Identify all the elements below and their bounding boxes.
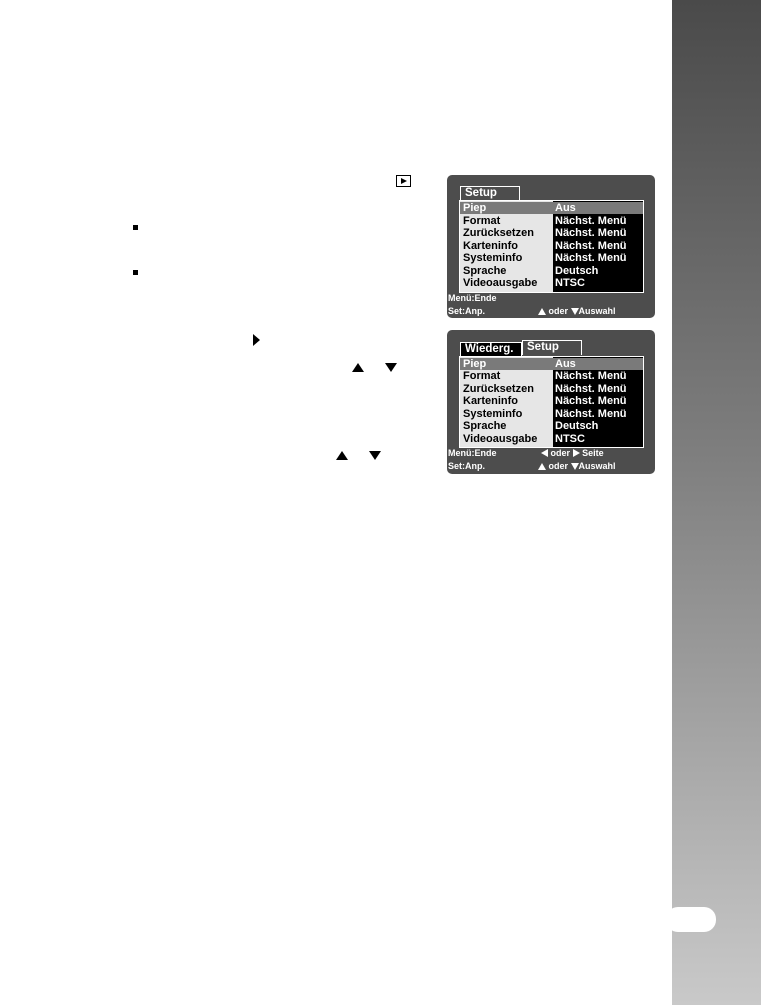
setup-menu-screen (447, 175, 655, 318)
row-value: Deutsch (555, 264, 599, 277)
menu-row (460, 202, 643, 214)
footer-page-hint (541, 448, 604, 459)
menu-row (460, 358, 643, 370)
row-label: Karteninfo (463, 395, 518, 407)
row-label: Piep (463, 202, 487, 214)
row-value: Aus (555, 357, 576, 370)
row-label: Sprache (463, 420, 507, 432)
footer-seite: Seite (582, 448, 604, 458)
footer-menu-hint: Menü:Ende (448, 448, 497, 458)
row-value: Nächst. Menü (555, 252, 627, 264)
bullet-icon (133, 270, 138, 275)
settings-panel (459, 200, 644, 293)
row-value: Nächst. Menü (555, 214, 627, 227)
right-arrow-icon (253, 334, 260, 346)
row-label: Format (463, 370, 501, 382)
menu-row (460, 408, 643, 420)
footer-menu-hint: Menü:Ende (448, 293, 497, 303)
row-label: Systeminfo (463, 252, 523, 264)
menu-row (460, 395, 643, 407)
tab-setup: Setup (522, 340, 582, 355)
row-label: Karteninfo (463, 239, 518, 252)
menu-row (460, 227, 643, 239)
menu-row (460, 277, 643, 289)
footer-set-hint: Set:Anp. (448, 306, 485, 316)
right-arrow-icon (573, 449, 580, 457)
row-value: Nächst. Menü (555, 395, 627, 407)
row-label: Systeminfo (463, 407, 523, 420)
row-value: Nächst. Menü (555, 382, 627, 395)
row-label: Videoausgabe (463, 277, 538, 289)
row-value: NTSC (555, 432, 585, 445)
row-label: Zurücksetzen (463, 382, 534, 395)
row-value: Nächst. Menü (555, 239, 627, 252)
row-label: Sprache (463, 264, 507, 277)
page-number-tab (666, 907, 716, 932)
up-arrow-icon (336, 451, 348, 460)
footer-auswahl: Auswahl (578, 461, 616, 471)
settings-panel (459, 356, 644, 448)
down-arrow-icon (369, 451, 381, 460)
tab-setup: Setup (460, 186, 520, 201)
menu-row (460, 420, 643, 432)
up-arrow-icon (352, 363, 364, 372)
footer-oder: oder (550, 448, 571, 458)
play-mode-icon (396, 175, 411, 187)
footer-set-hint: Set:Anp. (448, 461, 485, 471)
tab-wiederg: Wiederg. (460, 342, 522, 357)
footer-oder: oder (548, 461, 569, 471)
row-label: Format (463, 214, 501, 227)
row-label: Piep (463, 357, 487, 370)
side-band (672, 0, 761, 1005)
up-arrow-icon (538, 308, 546, 315)
footer-auswahl: Auswahl (578, 306, 616, 316)
row-label: Videoausgabe (463, 432, 538, 445)
down-arrow-icon (385, 363, 397, 372)
menu-row (460, 215, 643, 227)
bullet-icon (133, 225, 138, 230)
footer-select-hint (538, 461, 616, 472)
up-arrow-icon (538, 463, 546, 470)
down-arrow-icon (571, 463, 579, 470)
menu-row (460, 240, 643, 252)
footer-select-hint (538, 306, 616, 317)
row-value: Nächst. Menü (555, 227, 627, 239)
footer-oder: oder (548, 306, 569, 316)
row-value: Nächst. Menü (555, 407, 627, 420)
menu-row (460, 265, 643, 277)
down-arrow-icon (571, 308, 579, 315)
menu-row (460, 252, 643, 264)
menu-row (460, 370, 643, 382)
row-label: Zurücksetzen (463, 227, 534, 239)
setup-menu-screen-with-playback-tab (447, 330, 655, 474)
row-value: Aus (555, 202, 576, 214)
row-value: NTSC (555, 277, 585, 289)
menu-row (460, 383, 643, 395)
left-arrow-icon (541, 449, 548, 457)
row-value: Nächst. Menü (555, 370, 627, 382)
menu-row (460, 433, 643, 445)
row-value: Deutsch (555, 420, 599, 432)
